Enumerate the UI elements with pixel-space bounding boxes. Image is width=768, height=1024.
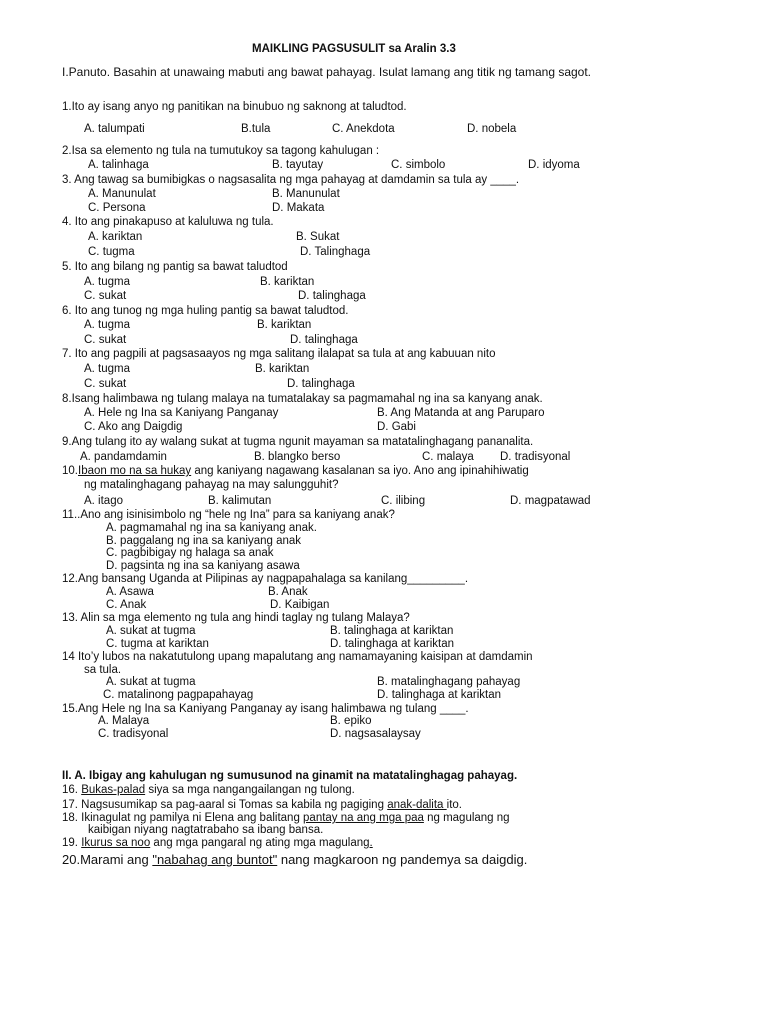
question-13-stem: 13. Alin sa mga elemento ng tula ang hindi taglay ng tulang Malaya? xyxy=(62,612,410,624)
question-10-stem-line2: ng matalinghagang pahayag na may salungguhit? xyxy=(84,479,339,491)
q6-choice-c: C. sukat xyxy=(84,334,127,346)
question-5-stem: 5. Ito ang bilang ng pantig sa bawat taludtod xyxy=(62,261,288,273)
instructions: I.Panuto. Basahin at unawaing mabuti ang bawat pahayag. Isulat lamang ang titik ng tamang sagot. xyxy=(62,65,592,79)
q11-choice-c: C. pagbibigay ng halaga sa anak xyxy=(106,547,274,559)
question-7-stem: 7. Ito ang pagpili at pagsasaayos ng mga salitang ilalapat sa tula at ang kabuuan nito xyxy=(62,348,496,360)
q13-choice-c: C. tugma at kariktan xyxy=(106,638,209,650)
q7-choice-c: C. sukat xyxy=(84,378,127,390)
q7-choice-b: B. kariktan xyxy=(255,363,310,375)
item-19-period: . xyxy=(369,837,373,849)
q14-choice-c: C. matalinong pagpapahayag xyxy=(103,689,254,701)
question-9-stem: 9.Ang tulang ito ay walang sukat at tugma ngunit mayaman sa matatalinghagang pananalita. xyxy=(62,436,534,448)
question-15-stem: 15.Ang Hele ng Ina sa Kaniyang Panganay ay isang halimbawa ng tulang ____. xyxy=(62,703,469,715)
q12-choice-a: A. Asawa xyxy=(106,586,154,598)
q9-choice-a: A. pandamdamin xyxy=(80,451,167,463)
item-19-underlined-phrase: Ikurus sa noo xyxy=(81,837,151,849)
part-2-heading: II. A. Ibigay ang kahulugan ng sumusunod na ginamit na matatalinghagag pahayag. xyxy=(62,770,518,782)
q4-choice-c: C. tugma xyxy=(88,246,135,258)
q15-choice-a: A. Malaya xyxy=(98,715,150,727)
q3-choice-a: A. Manunulat xyxy=(88,188,156,200)
item-19-number: 19. xyxy=(62,837,82,849)
item-17-underlined-phrase: anak-dalita xyxy=(387,799,447,811)
q2-choice-b: B. tayutay xyxy=(272,159,324,171)
q14-choice-b: B. matalinghagang pahayag xyxy=(377,676,521,688)
q1-choice-b: B.tula xyxy=(241,123,271,135)
q8-choice-a: A. Hele ng Ina sa Kaniyang Panganay xyxy=(84,407,279,419)
q10-stem-rest: ang kaniyang nagawang kasalanan sa iyo. Ano ang ipinahihiwatig xyxy=(191,465,529,477)
q10-underlined-phrase: Ibaon mo na sa hukay xyxy=(78,465,192,477)
q9-choice-c: C. malaya xyxy=(422,451,474,463)
q10-choice-a: A. itago xyxy=(84,495,123,507)
q14-choice-d: D. talinghaga at kariktan xyxy=(377,689,502,701)
q12-choice-c: C. Anak xyxy=(106,599,147,611)
q1-choice-c: C. Anekdota xyxy=(332,123,395,135)
q3-choice-d: D. Makata xyxy=(272,202,325,214)
q15-choice-d: D. nagsasalaysay xyxy=(330,728,421,740)
q3-choice-b: B. Manunulat xyxy=(272,188,340,200)
q12-choice-d: D. Kaibigan xyxy=(270,599,330,611)
question-3-stem: 3. Ang tawag sa bumibigkas o nagsasalita ng mga pahayag at damdamin sa tula ay ____. xyxy=(62,174,520,186)
q5-choice-c: C. sukat xyxy=(84,290,127,302)
q10-choice-c: C. ilibing xyxy=(381,495,426,507)
q7-choice-d: D. talinghaga xyxy=(287,378,355,390)
item-16-number: 16. xyxy=(62,784,82,796)
item-17-rest: ito. xyxy=(446,799,462,811)
q4-choice-a: A. kariktan xyxy=(88,231,143,243)
q4-choice-d: D. Talinghaga xyxy=(300,246,371,258)
item-17-pre: 17. Nagsusumikap sa pag-aaral si Tomas sa kabila ng pagiging xyxy=(62,799,388,811)
q9-choice-b: B. blangko berso xyxy=(254,451,341,463)
q8-choice-d: D. Gabi xyxy=(377,421,416,433)
item-16-rest: siya sa mga nangangailangan ng tulong. xyxy=(145,784,355,796)
q5-choice-b: B. kariktan xyxy=(260,276,315,288)
item-20-rest: nang magkaroon ng pandemya sa daigdig. xyxy=(277,852,528,867)
q2-choice-d: D. idyoma xyxy=(528,159,580,171)
item-20 xyxy=(62,852,527,867)
q15-choice-b: B. epiko xyxy=(330,715,372,727)
question-14-stem: 14 Ito’y lubos na nakatutulong upang mapalutang ang namamayaning kaisipan at damdamin xyxy=(62,651,533,663)
q12-choice-b: B. Anak xyxy=(268,586,308,598)
q1-choice-d: D. nobela xyxy=(467,123,517,135)
item-17 xyxy=(62,799,462,812)
item-16-underlined-phrase: Bukas-palad xyxy=(81,784,146,796)
q13-choice-b: B. talinghaga at kariktan xyxy=(330,625,454,637)
q4-choice-b: B. Sukat xyxy=(296,231,340,243)
q6-choice-d: D. talinghaga xyxy=(290,334,358,346)
item-18-underlined-phrase: pantay na ang mga paa xyxy=(303,812,424,824)
item-18-line2: kaibigan niyang nagtatrabaho sa ibang bansa. xyxy=(88,824,324,836)
question-2-stem: 2.Isa sa elemento ng tula na tumutukoy sa tagong kahulugan : xyxy=(62,145,380,157)
q2-choice-c: C. simbolo xyxy=(391,159,446,171)
q6-choice-b: B. kariktan xyxy=(257,319,312,331)
question-12-stem: 12.Ang bansang Uganda at Pilipinas ay nagpapahalaga sa kanilang_________. xyxy=(62,573,469,585)
question-8-stem: 8.Isang halimbawa ng tulang malaya na tumatalakay sa pagmamahal ng ina sa kanyang anak. xyxy=(62,393,543,405)
q2-choice-a: A. talinhaga xyxy=(88,159,149,171)
question-1-stem: 1.Ito ay isang anyo ng panitikan na binubuo ng saknong at taludtod. xyxy=(62,101,407,113)
item-20-pre: 20.Marami ang xyxy=(62,852,153,867)
q13-choice-d: D. talinghaga at kariktan xyxy=(330,638,455,650)
item-19 xyxy=(62,837,373,850)
question-4-stem: 4. Ito ang pinakapuso at kaluluwa ng tula. xyxy=(62,216,274,228)
q8-choice-b: B. Ang Matanda at ang Paruparo xyxy=(377,407,545,419)
q10-choice-d: D. magpatawad xyxy=(510,495,591,507)
item-18-rest: ng magulang ng xyxy=(423,812,510,824)
q9-choice-d: D. tradisyonal xyxy=(500,451,571,463)
q8-choice-c: C. Ako ang Daigdig xyxy=(84,421,183,433)
q5-choice-a: A. tugma xyxy=(84,276,131,288)
item-20-underlined-phrase: "nabahag ang buntot" xyxy=(152,852,278,867)
item-19-rest: ang mga pangaral ng ating mga magulang xyxy=(150,837,370,849)
q6-choice-a: A. tugma xyxy=(84,319,131,331)
q7-choice-a: A. tugma xyxy=(84,363,131,375)
q1-choice-a: A. talumpati xyxy=(84,123,145,135)
q11-choice-b: B. paggalang ng ina sa kaniyang anak xyxy=(106,535,302,547)
q15-choice-c: C. tradisyonal xyxy=(98,728,169,740)
q3-choice-c: C. Persona xyxy=(88,202,146,214)
q10-choice-b: B. kalimutan xyxy=(208,495,272,507)
question-10-stem xyxy=(62,465,529,478)
q11-choice-a: A. pagmamahal ng ina sa kaniyang anak. xyxy=(106,522,317,534)
q11-choice-d: D. pagsinta ng ina sa kaniyang asawa xyxy=(106,560,300,572)
q10-number: 10. xyxy=(62,465,78,477)
question-14-stem-line2: sa tula. xyxy=(84,664,122,676)
item-18-pre: 18. Ikinagulat ng pamilya ni Elena ang balitang xyxy=(62,812,304,824)
question-11-stem: 11..Ano ang isinisimbolo ng “hele ng Ina” para sa kaniyang anak? xyxy=(62,509,395,521)
page-title: MAIKLING PAGSUSULIT sa Aralin 3.3 xyxy=(252,43,456,55)
q5-choice-d: D. talinghaga xyxy=(298,290,366,302)
q13-choice-a: A. sukat at tugma xyxy=(106,625,196,637)
item-16 xyxy=(62,784,355,797)
q14-choice-a: A. sukat at tugma xyxy=(106,676,196,688)
question-6-stem: 6. Ito ang tunog ng mga huling pantig sa bawat taludtod. xyxy=(62,305,349,317)
